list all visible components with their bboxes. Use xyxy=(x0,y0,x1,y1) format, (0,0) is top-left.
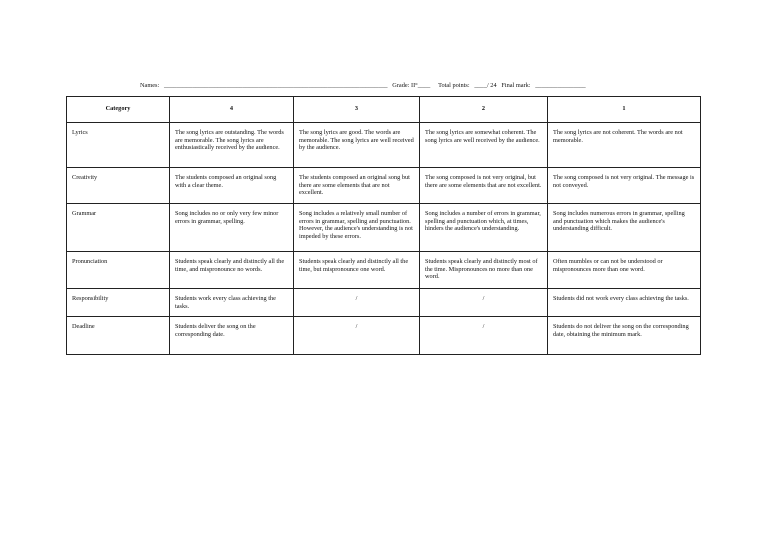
table-cell: Students speak clearly and distinctly all the time, and mispronounce no words. xyxy=(170,252,294,289)
row-category-grammar: Grammar xyxy=(67,204,170,252)
column-header-score-3: 3 xyxy=(294,97,420,123)
table-cell: Song includes no or only very few minor errors in grammar, spelling. xyxy=(170,204,294,252)
grade-blank[interactable]: ____ xyxy=(417,82,431,89)
final-mark-label: Final mark: xyxy=(501,82,531,89)
table-row xyxy=(67,289,701,317)
column-header-category: Category xyxy=(67,97,170,123)
table-cell: Students do not deliver the song on the corresponding date, obtaining the minimum mark. xyxy=(548,317,701,355)
column-header-score-1: 1 xyxy=(548,97,701,123)
table-cell: The song composed is not very original. The message is not conveyed. xyxy=(548,168,701,204)
table-cell: Often mumbles or can not be understood or mispronounces more than one word. xyxy=(548,252,701,289)
row-category-creativity: Creativity xyxy=(67,168,170,204)
table-row xyxy=(67,252,701,289)
total-points-label: Total points: xyxy=(438,82,470,89)
column-header-score-4: 4 xyxy=(170,97,294,123)
table-row xyxy=(67,123,701,168)
table-cell: Song includes a number of errors in grammar, spelling and punctuation which, at times, hinders the audience's understanding. xyxy=(420,204,548,252)
table-cell: The song composed is not very original, but there are some elements that are not excellent. xyxy=(420,168,548,204)
table-cell: The song lyrics are outstanding. The words are memorable. The song lyrics are enthusiastically received by the audience. xyxy=(170,123,294,168)
row-category-lyrics: Lyrics xyxy=(67,123,170,168)
table-cell: The song lyrics are not coherent. The words are not memorable. xyxy=(548,123,701,168)
table-cell: Song includes numerous errors in grammar, spelling and punctuation which makes the audience's understanding difficult. xyxy=(548,204,701,252)
row-category-responsibility: Responsibility xyxy=(67,289,170,317)
rubric-header-row xyxy=(67,97,701,123)
header-info-line xyxy=(140,82,586,90)
row-category-deadline: Deadline xyxy=(67,317,170,355)
row-category-pronunciation: Pronunciation xyxy=(67,252,170,289)
table-row xyxy=(67,168,701,204)
table-row xyxy=(67,317,701,355)
table-cell-empty-slash: / xyxy=(294,317,420,355)
table-cell: Students did not work every class achieving the tasks. xyxy=(548,289,701,317)
table-cell: Students deliver the song on the corresponding date. xyxy=(170,317,294,355)
table-cell: The students composed an original song but there are some elements that are not excellent. xyxy=(294,168,420,204)
total-points-max: / 24 xyxy=(486,82,497,89)
table-cell: Song includes a relatively small number of errors in grammar, spelling and punctuation. However, the audience's understanding is not impeded by these errors. xyxy=(294,204,420,252)
table-cell-empty-slash: / xyxy=(294,289,420,317)
names-label: Names: xyxy=(140,82,160,89)
table-cell-empty-slash: / xyxy=(420,289,548,317)
names-blank[interactable]: _______________________________________________________________________ xyxy=(163,82,388,89)
table-cell: Students work every class achieving the tasks. xyxy=(170,289,294,317)
table-cell: The song lyrics are somewhat coherent. The song lyrics are well received by the audience. xyxy=(420,123,548,168)
table-cell-empty-slash: / xyxy=(420,317,548,355)
table-cell: Students speak clearly and distinctly all the time, but mispronounce one word. xyxy=(294,252,420,289)
column-header-score-2: 2 xyxy=(420,97,548,123)
table-cell: The students composed an original song with a clear theme. xyxy=(170,168,294,204)
table-row xyxy=(67,204,701,252)
total-points-blank[interactable]: ____ xyxy=(474,82,487,89)
table-cell: The song lyrics are good. The words are memorable. The song lyrics are well received by the audience. xyxy=(294,123,420,168)
grade-label: Grade: II° xyxy=(392,82,418,89)
final-mark-blank[interactable]: ________________ xyxy=(535,82,586,89)
rubric-table xyxy=(66,96,701,355)
table-cell: Students speak clearly and distinctly most of the time. Mispronounces no more than one word. xyxy=(420,252,548,289)
